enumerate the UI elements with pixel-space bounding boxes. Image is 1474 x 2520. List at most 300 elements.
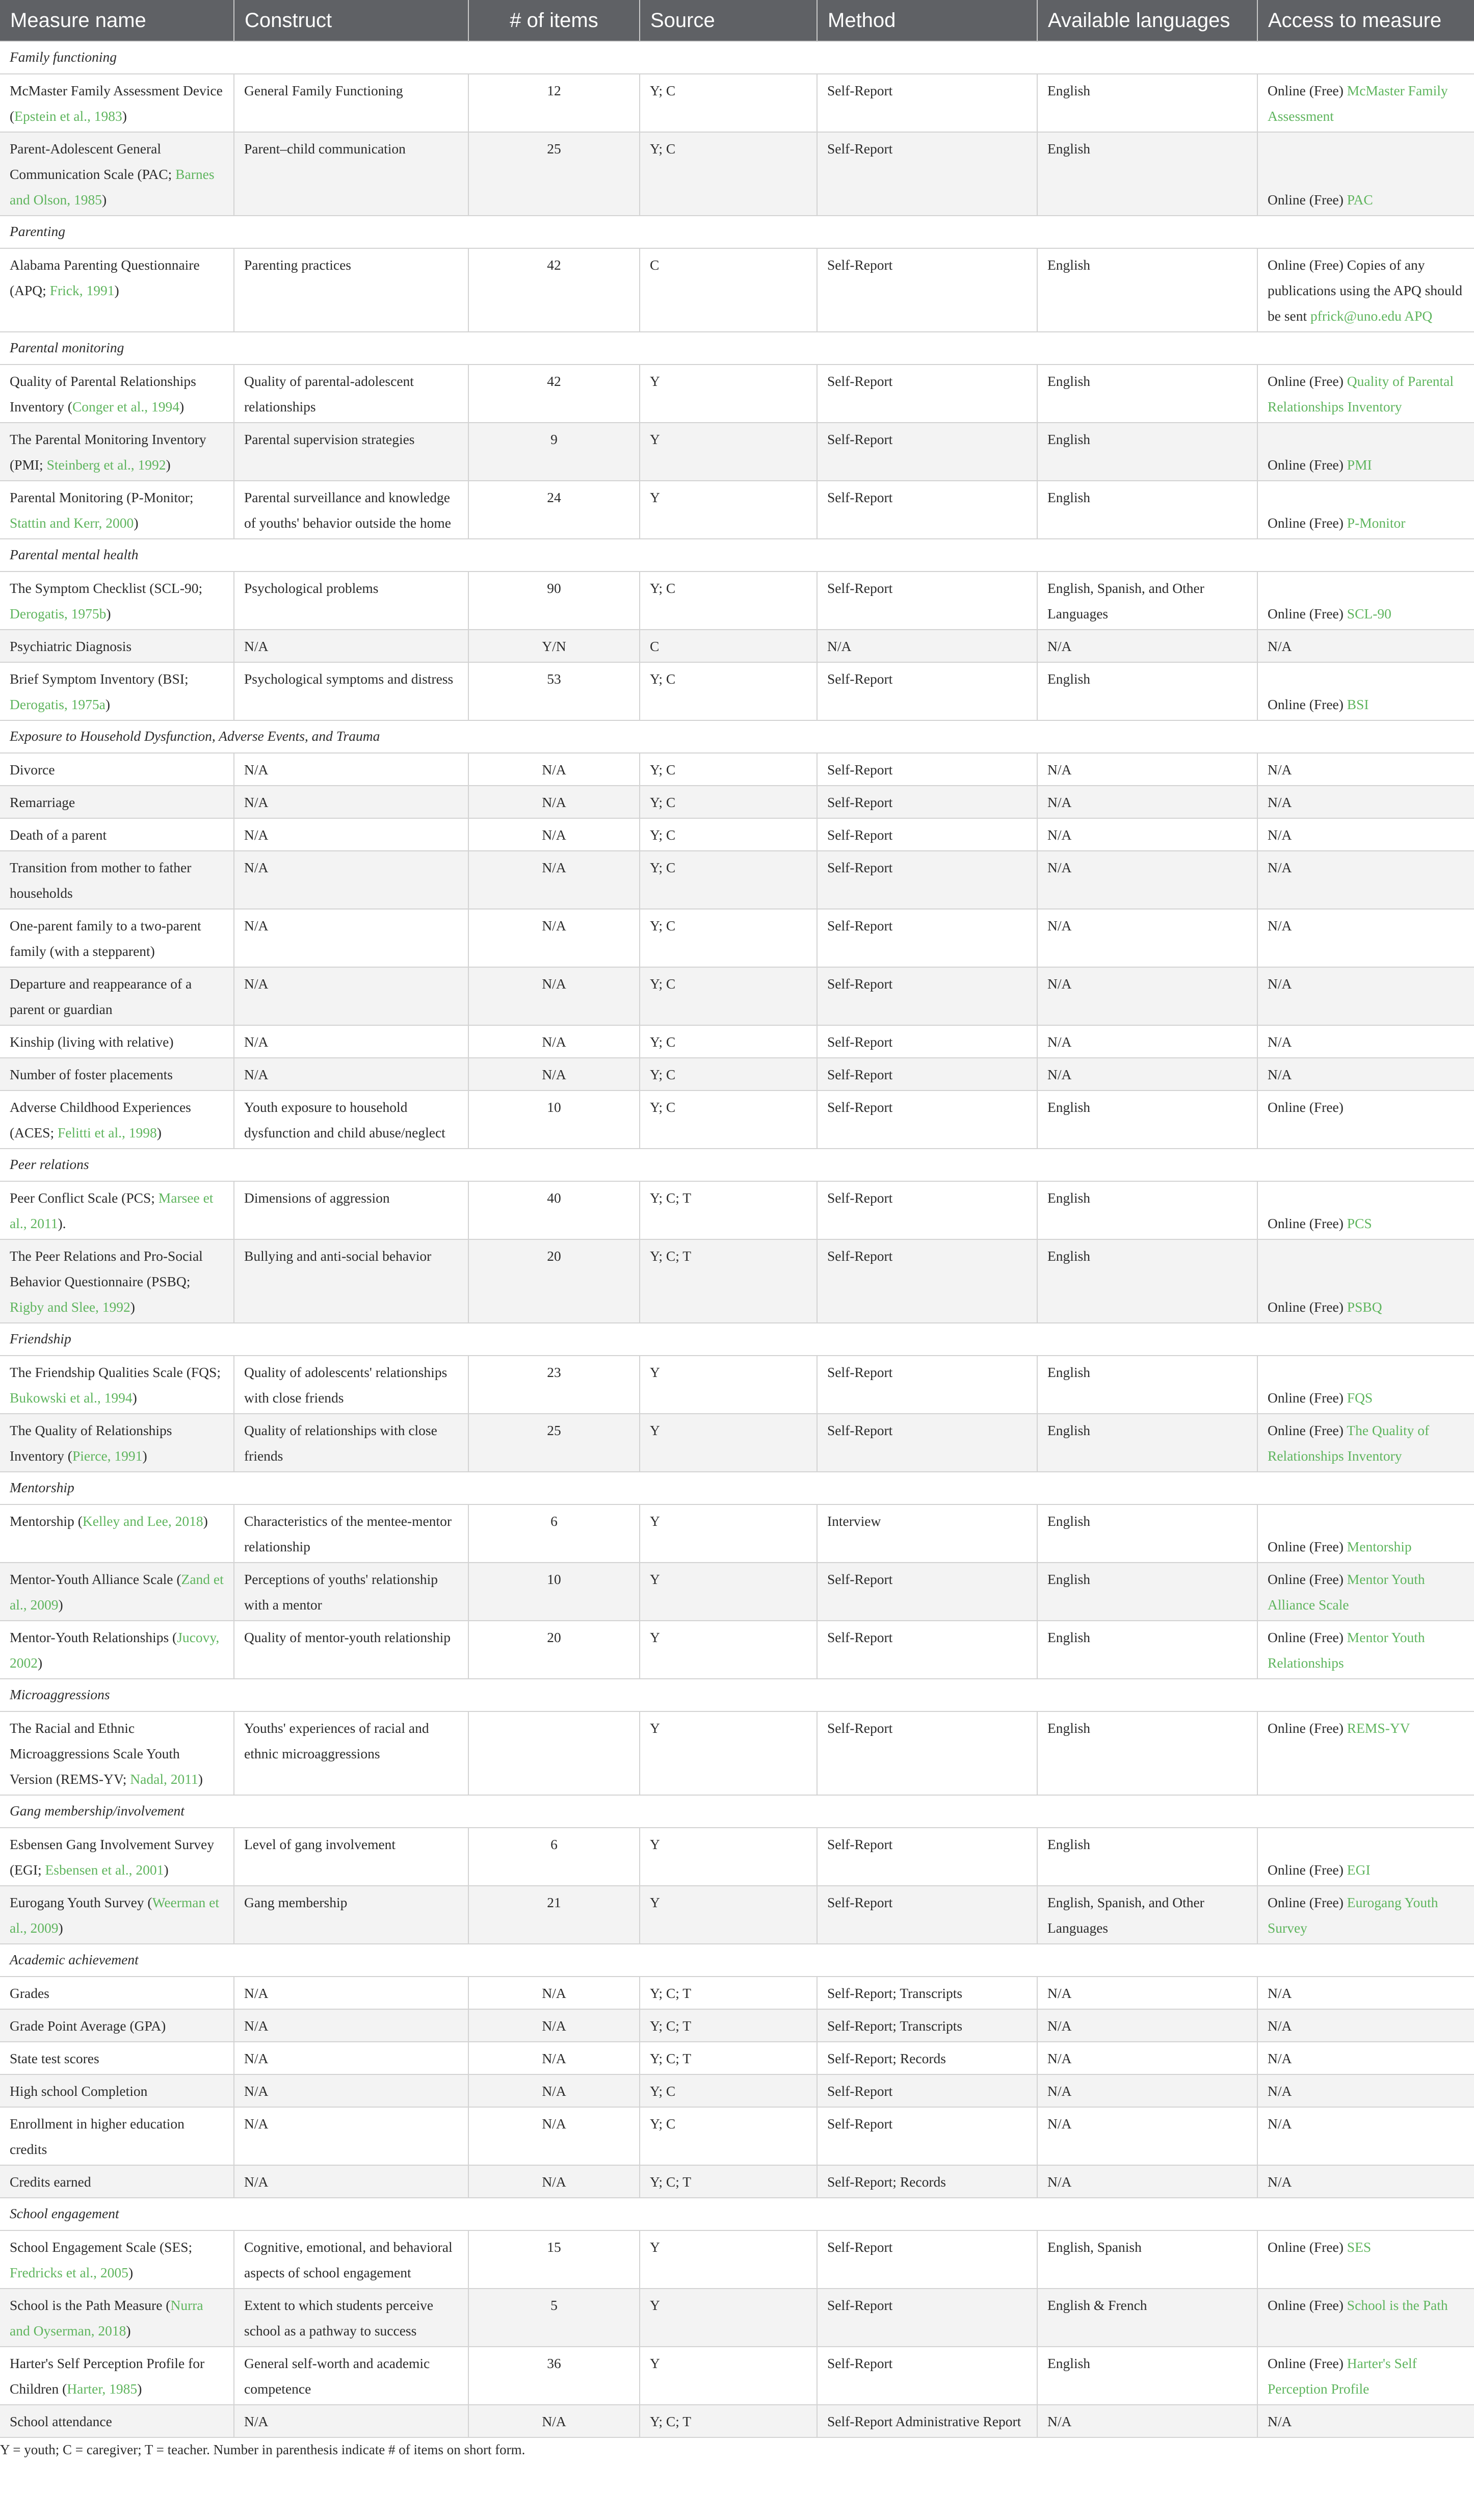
measure-name-text: Credits earned	[10, 2174, 91, 2190]
cell-access	[1257, 248, 1474, 332]
cell-access	[1257, 1563, 1474, 1621]
citation-link[interactable]: Jucovy, 2002	[10, 1629, 220, 1671]
cell-item-count: 25	[468, 1414, 640, 1472]
cell-method: Self-Report	[817, 851, 1037, 909]
table-row	[0, 967, 1474, 1025]
access-text: N/A	[1268, 2018, 1292, 2034]
access-text: Online (Free)	[1268, 1720, 1344, 1736]
cell-measure-name	[0, 818, 234, 851]
cell-method: Self-Report	[817, 2230, 1037, 2289]
citation-link[interactable]: Conger et al., 1994	[72, 399, 179, 414]
cell-access	[1257, 1090, 1474, 1149]
cell-measure-name: The Parental Monitoring Inventory (PMI; Steinberg et al., 1992)	[0, 423, 234, 481]
cell-access	[1257, 1025, 1474, 1058]
citation-link[interactable]: Steinberg et al., 1992	[46, 457, 166, 473]
access-text: N/A	[1268, 976, 1292, 992]
cell-item-count: N/A	[468, 786, 640, 818]
measure-name-text: Parent-Adolescent General Communication Scale (PAC;	[10, 141, 172, 182]
header-measure-name: Measure name	[0, 0, 234, 41]
cell-construct: N/A	[234, 818, 468, 851]
citation-link[interactable]: Nurra and Oyserman, 2018	[10, 2297, 203, 2339]
header-method: Method	[817, 0, 1037, 41]
cell-item-count: N/A	[468, 1025, 640, 1058]
cell-source: Y	[640, 423, 817, 481]
cell-measure-name	[0, 2405, 234, 2437]
cell-languages: English	[1037, 1414, 1257, 1472]
cell-item-count: N/A	[468, 2405, 640, 2437]
cell-construct: Bullying and anti-social behavior	[234, 1239, 468, 1323]
access-text: Online (Free)	[1268, 696, 1344, 712]
cell-item-count: 9	[468, 423, 640, 481]
section-heading: Academic achievement	[0, 1944, 1474, 1977]
cell-languages: N/A	[1037, 786, 1257, 818]
access-link[interactable]: PCS	[1347, 1215, 1372, 1231]
cell-access	[1257, 74, 1474, 132]
measure-name-text: Grades	[10, 1985, 49, 2001]
access-link[interactable]: APQ	[1404, 308, 1433, 324]
measure-name-text: School Engagement Scale (SES;	[10, 2239, 193, 2255]
cell-measure-name: Adverse Childhood Experiences (ACES; Felitti et al., 1998)	[0, 1090, 234, 1149]
cell-item-count	[468, 1711, 640, 1795]
section-row	[0, 41, 1474, 74]
cell-construct: N/A	[234, 2042, 468, 2074]
cell-languages: English, Spanish	[1037, 2230, 1257, 2289]
table-row	[0, 630, 1474, 662]
cell-construct: Cognitive, emotional, and behavioral aspects of school engagement	[234, 2230, 468, 2289]
table-row	[0, 909, 1474, 967]
cell-item-count: 6	[468, 1504, 640, 1563]
measure-name-text: Kinship (living with relative)	[10, 1034, 174, 1050]
table-row	[0, 2107, 1474, 2165]
cell-access	[1257, 423, 1474, 481]
cell-method: Self-Report	[817, 1886, 1037, 1944]
section-row	[0, 1944, 1474, 1977]
citation-link[interactable]: Stattin and Kerr, 2000	[10, 515, 134, 531]
access-link[interactable]: BSI	[1347, 696, 1369, 712]
access-link[interactable]: The Quality of Relationships Inventory	[1268, 1422, 1430, 1464]
table-row	[0, 1090, 1474, 1149]
access-link[interactable]: Mentor Youth Relationships	[1268, 1629, 1425, 1671]
table-row	[0, 662, 1474, 720]
table-row	[0, 786, 1474, 818]
cell-source: Y; C	[640, 132, 817, 216]
measure-name-text: School is the Path Measure	[10, 2297, 163, 2313]
table-row	[0, 1977, 1474, 2009]
access-text: Online (Free)	[1268, 1390, 1344, 1406]
cell-source: Y; C	[640, 2107, 817, 2165]
citation-link[interactable]: Nadal, 2011	[130, 1771, 198, 1787]
access-text: N/A	[1268, 2116, 1292, 2132]
cell-access	[1257, 2042, 1474, 2074]
table-row	[0, 2230, 1474, 2289]
table-row	[0, 481, 1474, 539]
cell-languages: N/A	[1037, 2107, 1257, 2165]
cell-method: Self-Report	[817, 662, 1037, 720]
cell-measure-name	[0, 909, 234, 967]
cell-item-count: 40	[468, 1181, 640, 1239]
cell-access	[1257, 1239, 1474, 1323]
cell-languages: N/A	[1037, 753, 1257, 786]
access-link[interactable]: SCL-90	[1347, 606, 1391, 621]
measure-name-text: The Quality of Relationships Inventory	[10, 1422, 172, 1464]
cell-source: Y	[640, 365, 817, 423]
citation-link[interactable]: Esbensen et al., 2001	[45, 1862, 164, 1878]
access-text: N/A	[1268, 2174, 1292, 2190]
cell-item-count: N/A	[468, 753, 640, 786]
table-row	[0, 1828, 1474, 1886]
table-header-row	[0, 0, 1474, 41]
citation-link[interactable]: Barnes and Olson, 1985	[10, 166, 215, 207]
access-link[interactable]: P-Monitor	[1347, 515, 1406, 531]
cell-languages: English	[1037, 423, 1257, 481]
cell-source: Y; C; T	[640, 2009, 817, 2042]
cell-source: Y; C; T	[640, 2405, 817, 2437]
header-languages: Available languages	[1037, 0, 1257, 41]
access-link[interactable]: PMI	[1347, 457, 1372, 473]
table-row	[0, 1356, 1474, 1414]
cell-item-count: N/A	[468, 2042, 640, 2074]
cell-measure-name	[0, 2009, 234, 2042]
cell-construct: N/A	[234, 2074, 468, 2107]
cell-construct: N/A	[234, 967, 468, 1025]
cell-measure-name	[0, 2074, 234, 2107]
table-row	[0, 1563, 1474, 1621]
access-text: Online (Free)	[1268, 1894, 1344, 1910]
measure-name-text: One-parent family to a two-parent family (with a stepparent)	[10, 918, 201, 959]
cell-source: Y; C	[640, 662, 817, 720]
citation-link[interactable]: Weerman et al., 2009	[10, 1894, 219, 1936]
cell-construct: Parent–child communication	[234, 132, 468, 216]
cell-access	[1257, 2347, 1474, 2405]
citation-link[interactable]: Derogatis, 1975b	[10, 606, 107, 621]
cell-source: Y; C; T	[640, 2042, 817, 2074]
cell-access	[1257, 1828, 1474, 1886]
cell-measure-name	[0, 967, 234, 1025]
section-row	[0, 1323, 1474, 1356]
cell-access	[1257, 2165, 1474, 2198]
cell-item-count: N/A	[468, 1058, 640, 1090]
access-text: Online (Free) Copies of any publications using the APQ should be sent	[1268, 257, 1462, 324]
cell-languages: English, Spanish, and Other Languages	[1037, 1886, 1257, 1944]
cell-method: Interview	[817, 1504, 1037, 1563]
cell-measure-name: School is the Path Measure (Nurra and Oyserman, 2018)	[0, 2289, 234, 2347]
cell-measure-name: Parental Monitoring (P-Monitor; Stattin and Kerr, 2000)	[0, 481, 234, 539]
measure-name-text: Alabama Parenting Questionnaire (APQ;	[10, 257, 200, 298]
measure-name-text: Peer Conflict Scale (PCS;	[10, 1190, 155, 1206]
cell-languages: N/A	[1037, 630, 1257, 662]
citation-link[interactable]: Bukowski et al., 1994	[10, 1390, 133, 1406]
table-row	[0, 1414, 1474, 1472]
citation-link[interactable]: Pierce, 1991	[72, 1448, 143, 1464]
cell-source: Y; C	[640, 786, 817, 818]
measure-name-text: Psychiatric Diagnosis	[10, 638, 132, 654]
table-row	[0, 851, 1474, 909]
access-link[interactable]: Harter's Self Perception Profile	[1268, 2355, 1417, 2397]
cell-source: Y; C	[640, 2074, 817, 2107]
measure-name-text: The Parental Monitoring Inventory (PMI;	[10, 431, 206, 473]
cell-languages: English	[1037, 1563, 1257, 1621]
cell-access	[1257, 1621, 1474, 1679]
cell-source: C	[640, 248, 817, 332]
cell-method: Self-Report	[817, 248, 1037, 332]
measure-name-text: Harter's Self Perception Profile for Children	[10, 2355, 205, 2397]
access-text: Online (Free)	[1268, 373, 1344, 389]
cell-method: Self-Report	[817, 1090, 1037, 1149]
cell-access	[1257, 1886, 1474, 1944]
cell-access	[1257, 1181, 1474, 1239]
cell-method: Self-Report	[817, 481, 1037, 539]
cell-construct: Quality of relationships with close friends	[234, 1414, 468, 1472]
cell-construct: N/A	[234, 909, 468, 967]
access-text: Online (Free)	[1268, 83, 1344, 98]
access-link[interactable]: EGI	[1347, 1862, 1371, 1878]
cell-access	[1257, 2074, 1474, 2107]
cell-method: Self-Report; Transcripts	[817, 1977, 1037, 2009]
access-text: Online (Free)	[1268, 192, 1344, 207]
measure-name-text: High school Completion	[10, 2083, 148, 2099]
cell-construct: N/A	[234, 630, 468, 662]
cell-item-count: 5	[468, 2289, 640, 2347]
access-text: N/A	[1268, 918, 1292, 933]
cell-access	[1257, 1058, 1474, 1090]
access-link[interactable]: Quality of Parental Relationships Inventory	[1268, 373, 1454, 414]
cell-method: Self-Report	[817, 1025, 1037, 1058]
access-link[interactable]: REMS-YV	[1347, 1720, 1410, 1736]
measure-name-text: Remarriage	[10, 794, 75, 810]
cell-languages: N/A	[1037, 967, 1257, 1025]
cell-languages: English	[1037, 1621, 1257, 1679]
measure-name-text: The Symptom Checklist (SCL-90;	[10, 580, 203, 596]
cell-item-count: 36	[468, 2347, 640, 2405]
section-heading: Exposure to Household Dysfunction, Adverse Events, and Trauma	[0, 720, 1474, 753]
cell-method: Self-Report	[817, 967, 1037, 1025]
header-construct: Construct	[234, 0, 468, 41]
measure-name-text: Mentor-Youth Relationships	[10, 1629, 169, 1645]
citation-link[interactable]: Fredricks et al., 2005	[10, 2265, 128, 2280]
access-text: Online (Free)	[1268, 2297, 1344, 2313]
cell-source: Y	[640, 1414, 817, 1472]
cell-method: Self-Report	[817, 1621, 1037, 1679]
cell-method: Self-Report	[817, 74, 1037, 132]
measure-name-text: State test scores	[10, 2050, 99, 2066]
cell-item-count: N/A	[468, 1977, 640, 2009]
access-text: N/A	[1268, 762, 1292, 777]
cell-source: C	[640, 630, 817, 662]
cell-access	[1257, 1356, 1474, 1414]
email-link[interactable]: pfrick@uno.edu	[1310, 308, 1402, 324]
table-footnote: Y = youth; C = caregiver; T = teacher. Number in parenthesis indicate # of items on short form.	[0, 2437, 1474, 2458]
cell-construct: Quality of parental-adolescent relationships	[234, 365, 468, 423]
cell-measure-name: The Peer Relations and Pro-Social Behavior Questionnaire (PSBQ; Rigby and Slee, 1992)	[0, 1239, 234, 1323]
cell-access	[1257, 2405, 1474, 2437]
cell-method: Self-Report	[817, 2289, 1037, 2347]
table-row	[0, 365, 1474, 423]
table-row	[0, 74, 1474, 132]
cell-construct: Gang membership	[234, 1886, 468, 1944]
cell-method: Self-Report	[817, 365, 1037, 423]
cell-construct: N/A	[234, 2405, 468, 2437]
header-item-count: # of items	[468, 0, 640, 41]
cell-construct: Perceptions of youths' relationship with a mentor	[234, 1563, 468, 1621]
cell-access	[1257, 1977, 1474, 2009]
table-body	[0, 41, 1474, 2437]
section-heading: Gang membership/involvement	[0, 1795, 1474, 1828]
cell-access	[1257, 1711, 1474, 1795]
cell-item-count: N/A	[468, 967, 640, 1025]
measure-name-text: Mentorship	[10, 1513, 74, 1529]
access-text: Online (Free)	[1268, 606, 1344, 621]
table-row	[0, 2289, 1474, 2347]
section-heading: School engagement	[0, 2198, 1474, 2230]
section-heading: Parental mental health	[0, 539, 1474, 571]
cell-languages: N/A	[1037, 1977, 1257, 2009]
cell-languages: N/A	[1037, 2042, 1257, 2074]
cell-languages: English	[1037, 74, 1257, 132]
cell-languages: N/A	[1037, 2009, 1257, 2042]
cell-construct: Quality of mentor-youth relationship	[234, 1621, 468, 1679]
cell-measure-name: McMaster Family Assessment Device (Epstein et al., 1983)	[0, 74, 234, 132]
cell-method: Self-Report	[817, 818, 1037, 851]
cell-measure-name	[0, 630, 234, 662]
cell-measure-name: School Engagement Scale (SES; Fredricks et al., 2005)	[0, 2230, 234, 2289]
access-text: N/A	[1268, 2050, 1292, 2066]
cell-languages: N/A	[1037, 2074, 1257, 2107]
measure-name-text: McMaster Family Assessment Device	[10, 83, 223, 98]
cell-measure-name	[0, 1977, 234, 2009]
access-text: Online (Free)	[1268, 1862, 1344, 1878]
citation-link[interactable]: Frick, 1991	[49, 282, 115, 298]
section-heading: Microaggressions	[0, 1679, 1474, 1711]
access-link[interactable]: School is the Path	[1347, 2297, 1448, 2313]
cell-method: Self-Report	[817, 1239, 1037, 1323]
cell-measure-name: Mentor-Youth Alliance Scale (Zand et al., 2009)	[0, 1563, 234, 1621]
cell-source: Y; C	[640, 909, 817, 967]
cell-access	[1257, 818, 1474, 851]
citation-link[interactable]: Felitti et al., 1998	[57, 1125, 157, 1140]
cell-measure-name	[0, 1025, 234, 1058]
section-heading: Parental monitoring	[0, 332, 1474, 365]
cell-source: Y	[640, 481, 817, 539]
citation-link[interactable]: Derogatis, 1975a	[10, 696, 106, 712]
cell-item-count: 42	[468, 248, 640, 332]
cell-construct: Quality of adolescents' relationships with close friends	[234, 1356, 468, 1414]
access-link[interactable]: PAC	[1347, 192, 1373, 207]
cell-source: Y; C	[640, 1090, 817, 1149]
cell-languages: N/A	[1037, 1058, 1257, 1090]
cell-method: Self-Report	[817, 1181, 1037, 1239]
access-link[interactable]: FQS	[1347, 1390, 1373, 1406]
measure-name-text: Enrollment in higher education credits	[10, 2116, 185, 2157]
access-link[interactable]: Mentorship	[1347, 1539, 1412, 1554]
access-text: Online (Free)	[1268, 1571, 1344, 1587]
access-link[interactable]: Mentor Youth Alliance Scale	[1268, 1571, 1425, 1613]
table-row	[0, 753, 1474, 786]
table-row	[0, 1886, 1474, 1944]
header-source: Source	[640, 0, 817, 41]
table-row	[0, 1504, 1474, 1563]
header-access: Access to measure	[1257, 0, 1474, 41]
citation-link[interactable]: Kelley and Lee, 2018	[82, 1513, 203, 1529]
cell-languages: English	[1037, 1181, 1257, 1239]
cell-languages: English	[1037, 248, 1257, 332]
access-link[interactable]: SES	[1347, 2239, 1372, 2255]
cell-measure-name: Parent-Adolescent General Communication Scale (PAC; Barnes and Olson, 1985)	[0, 132, 234, 216]
cell-item-count: 21	[468, 1886, 640, 1944]
access-text: N/A	[1268, 827, 1292, 843]
cell-construct: N/A	[234, 1977, 468, 2009]
table-row	[0, 818, 1474, 851]
cell-access	[1257, 2009, 1474, 2042]
cell-languages: English	[1037, 1090, 1257, 1149]
measure-name-text: Divorce	[10, 762, 55, 777]
access-link[interactable]: Eurogang Youth Survey	[1268, 1894, 1438, 1936]
section-row	[0, 1679, 1474, 1711]
citation-link[interactable]: Harter, 1985	[67, 2381, 138, 2397]
cell-source: Y; C; T	[640, 1181, 817, 1239]
table-row	[0, 2042, 1474, 2074]
cell-construct: N/A	[234, 786, 468, 818]
cell-method: Self-Report	[817, 786, 1037, 818]
cell-source: Y	[640, 2347, 817, 2405]
cell-item-count: 42	[468, 365, 640, 423]
table-row	[0, 1711, 1474, 1795]
cell-source: Y; C	[640, 1025, 817, 1058]
section-heading: Family functioning	[0, 41, 1474, 74]
cell-item-count: 10	[468, 1090, 640, 1149]
measure-name-text: Mentor-Youth Alliance Scale	[10, 1571, 173, 1587]
cell-item-count: 6	[468, 1828, 640, 1886]
cell-languages: English	[1037, 1711, 1257, 1795]
citation-link[interactable]: Rigby and Slee, 1992	[10, 1299, 130, 1315]
cell-languages: N/A	[1037, 2165, 1257, 2198]
cell-method: Self-Report	[817, 423, 1037, 481]
cell-item-count: 23	[468, 1356, 640, 1414]
cell-measure-name: Harter's Self Perception Profile for Children (Harter, 1985)	[0, 2347, 234, 2405]
access-text: Online (Free)	[1268, 1629, 1344, 1645]
section-row	[0, 1472, 1474, 1504]
access-link[interactable]: PSBQ	[1347, 1299, 1382, 1315]
section-heading: Mentorship	[0, 1472, 1474, 1504]
citation-link[interactable]: Marsee et al., 2011	[10, 1190, 214, 1231]
cell-item-count: Y/N	[468, 630, 640, 662]
access-text: Online (Free)	[1268, 1422, 1344, 1438]
access-text: N/A	[1268, 1067, 1292, 1082]
cell-measure-name	[0, 1058, 234, 1090]
table-row	[0, 2347, 1474, 2405]
cell-source: Y; C	[640, 851, 817, 909]
section-heading: Peer relations	[0, 1149, 1474, 1181]
citation-link[interactable]: Epstein et al., 1983	[14, 108, 122, 124]
cell-languages: English	[1037, 1239, 1257, 1323]
cell-languages: English	[1037, 662, 1257, 720]
citation-link[interactable]: Zand et al., 2009	[10, 1571, 224, 1613]
access-link[interactable]: McMaster Family Assessment	[1268, 83, 1448, 124]
cell-method: Self-Report	[817, 1711, 1037, 1795]
cell-method: Self-Report	[817, 132, 1037, 216]
cell-source: Y	[640, 1563, 817, 1621]
cell-access	[1257, 1414, 1474, 1472]
cell-item-count: 53	[468, 662, 640, 720]
access-text: Online (Free)	[1268, 2239, 1344, 2255]
cell-source: Y; C	[640, 571, 817, 630]
access-text: Online (Free)	[1268, 1215, 1344, 1231]
cell-access	[1257, 1504, 1474, 1563]
cell-method: Self-Report	[817, 753, 1037, 786]
access-text: N/A	[1268, 2413, 1292, 2429]
cell-method: N/A	[817, 630, 1037, 662]
section-row	[0, 1795, 1474, 1828]
cell-construct: N/A	[234, 2107, 468, 2165]
